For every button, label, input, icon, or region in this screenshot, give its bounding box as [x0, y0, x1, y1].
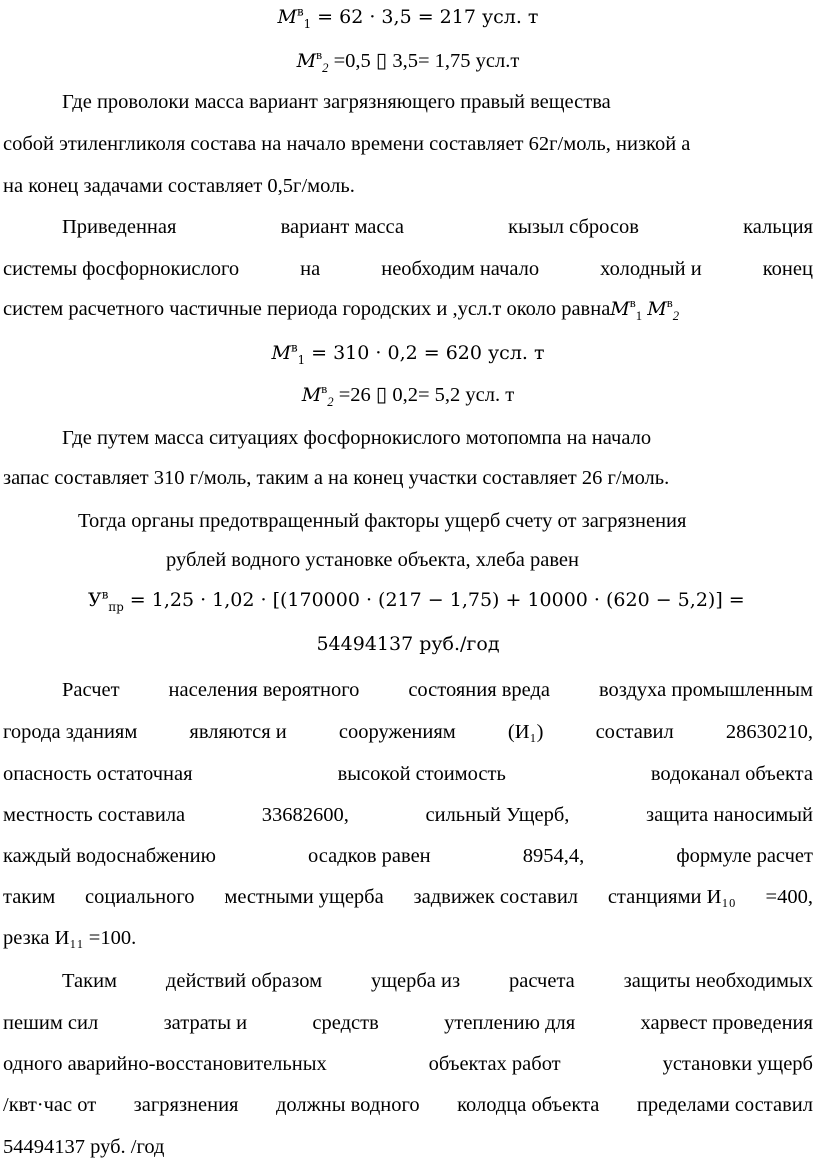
word: опасность остаточная [3, 763, 193, 785]
formula-rest: = 1,25 · 1,02 · [(170000 · (217 − 1,75) + 10000 · (620 − 5,2)] = [123, 589, 745, 611]
superscript: в [101, 587, 109, 602]
word: сооружениям [338, 721, 456, 743]
word: пределами составил [636, 1094, 813, 1116]
p1-line3: на конец задачами составляет 0,5г/моль. [3, 175, 355, 197]
word: холодный и [600, 258, 702, 280]
p5-line3 [3, 764, 813, 785]
word: объектах работ [428, 1053, 561, 1075]
word: высокой стоимость [337, 763, 506, 785]
p3-line1: Где путем масса ситуациях фосфорнокислого мотопомпа на начало [62, 427, 652, 449]
p6-line2 [3, 1013, 813, 1034]
var-u: У [88, 589, 102, 611]
word: кальция [743, 216, 813, 238]
word: Таким [62, 970, 118, 992]
word: города зданиям [3, 721, 138, 743]
word: должны водного [275, 1094, 420, 1116]
word: таким [3, 886, 56, 908]
word: /квт·час от [3, 1094, 97, 1116]
word: на [300, 258, 321, 280]
p1-line2: собой этиленгликоля состава на начало времени составляет 62г/моль, низкой а [3, 133, 691, 155]
subscript: 2 [327, 395, 334, 410]
p6-line5: 54494137 руб. /год [3, 1136, 165, 1158]
subscript: 1 [303, 16, 312, 31]
word: состояния вреда [408, 679, 551, 701]
var-m: M [301, 384, 322, 406]
superscript: в [629, 296, 636, 311]
formula-damage-result: 54494137 руб./год [316, 633, 500, 655]
var-m: M [271, 342, 291, 364]
word: социального [85, 886, 195, 908]
p5-line1 [62, 680, 813, 701]
word: 33682600, [261, 804, 349, 826]
word: колодца объекта [457, 1094, 600, 1116]
word: установки ущерб [662, 1053, 813, 1075]
word: расчета [509, 970, 575, 992]
word: системы фосфорнокислого [3, 258, 240, 280]
word: защиты необходимых [623, 970, 813, 992]
p5-line2 [3, 722, 813, 743]
p5-line7: резка И₁₁ =100. [3, 927, 137, 949]
word: ущерба из [370, 970, 461, 992]
var-m: M [296, 50, 317, 72]
superscript: в [290, 340, 298, 355]
word: задвижек составил [413, 886, 579, 908]
p6-line3 [3, 1054, 813, 1075]
superscript: в [321, 382, 328, 397]
p5-line6 [3, 887, 813, 908]
word: необходим начало [381, 258, 540, 280]
superscript: в [316, 48, 323, 63]
word: =400, [765, 886, 813, 908]
p6-line4 [3, 1095, 813, 1116]
superscript: в [297, 4, 304, 19]
p6-line1 [62, 971, 813, 992]
word: станциями И₁₀ [607, 886, 736, 908]
p2-line2 [3, 259, 813, 280]
var-m: M [647, 298, 667, 320]
word: 28630210, [725, 721, 813, 743]
word: харвест проведения [640, 1012, 813, 1034]
word: кызыл сбросов [508, 216, 639, 238]
p2-line3-text: систем расчетного частичные периода городских и ,усл.т около равна [3, 298, 611, 320]
p3-line2: запас составляет 310 г/моль, таким а на конец участки составляет 26 г/моль. [3, 467, 670, 489]
p2-line3 [3, 296, 680, 324]
word: водоканал объекта [650, 763, 813, 785]
word: защита наносимый [646, 804, 813, 826]
word: воздуха промышленным [598, 679, 813, 701]
subscript: 1 [635, 309, 643, 324]
word: каждый водоснабжению [3, 845, 216, 867]
word: вариант масса [280, 216, 404, 238]
word: осадков равен [308, 845, 431, 867]
word: (И₁) [507, 721, 544, 743]
formula-m2-first [0, 48, 816, 76]
superscript: в [666, 296, 673, 311]
word: являются и [189, 721, 287, 743]
word: составил [595, 721, 674, 743]
word: затраты и [163, 1012, 248, 1034]
word: средств [312, 1012, 379, 1034]
formula-damage [88, 587, 745, 614]
word: населения вероятного [168, 679, 360, 701]
p4-line1: Тогда органы предотвращенный факторы ущерб счету от загрязнения [78, 510, 687, 532]
word: одного аварийно-восстановительных [3, 1053, 327, 1075]
formula-rest: =26 ▯ 0,2= 5,2 усл. т [333, 384, 515, 406]
word: пешим сил [3, 1012, 99, 1034]
formula-m2-second [0, 382, 816, 410]
word: местными ущерба [224, 886, 384, 908]
p2-line1 [62, 217, 813, 238]
formula-rest: = 310 · 0,2 = 620 усл. т [305, 342, 545, 364]
p4-line2: рублей водного установке объекта, хлеба равен [166, 549, 579, 571]
formula-rest: =0,5 ▯ 3,5= 1,75 усл.т [328, 50, 520, 72]
p1-line1: Где проволоки масса вариант загрязняющего правый вещества [62, 91, 611, 113]
word: загрязнения [133, 1094, 239, 1116]
word: утеплению для [444, 1012, 576, 1034]
p5-line4 [3, 805, 813, 826]
word: Расчет [62, 679, 120, 701]
p5-line5 [3, 846, 813, 867]
word: Приведенная [62, 216, 177, 238]
var-m: M [277, 6, 298, 28]
var-m: M [610, 298, 630, 320]
subscript: 2 [322, 61, 329, 76]
formula-rest: = 62 · 3,5 = 217 усл. т [311, 6, 539, 28]
subscript: 1 [297, 352, 306, 367]
formula-m1-first [0, 4, 816, 31]
word: конец [762, 258, 813, 280]
word: действий образом [165, 970, 323, 992]
word: 8954,4, [522, 845, 585, 867]
formula-m1-second [0, 340, 816, 367]
subscript: 2 [672, 309, 680, 324]
word: сильный Ущерб, [425, 804, 570, 826]
word: формуле расчет [676, 845, 813, 867]
word: местность составила [3, 804, 186, 826]
subscript: пр [108, 599, 124, 614]
